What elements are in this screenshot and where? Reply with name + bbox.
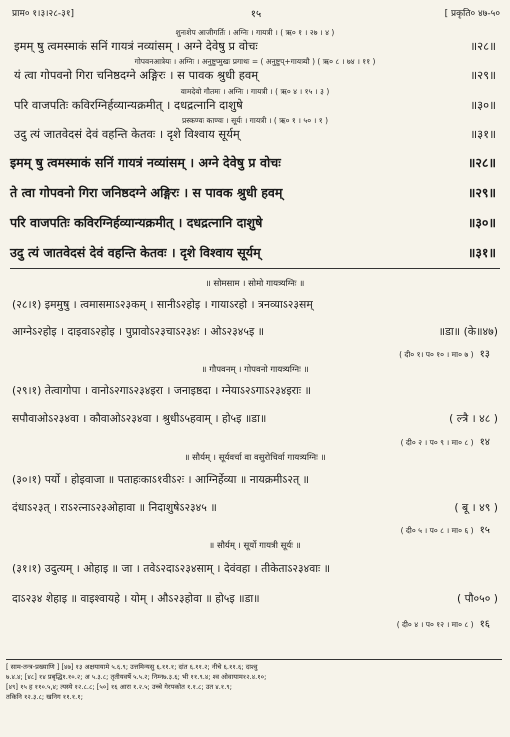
saman-title: ॥ सौर्यम् । सूर्यो गायत्री सूर्यः ॥ xyxy=(209,541,301,551)
verse-number: ॥२८॥ xyxy=(470,39,496,53)
chant-end: ( बू । ४९ ) xyxy=(454,501,498,514)
ref-tag: १४ xyxy=(479,437,490,448)
chant-line xyxy=(12,297,498,312)
verse-text: इमम् षु त्वमस्माकं सनिं गायत्रं नव्यांसम् । अग्ने देवेषु प्र वोचः xyxy=(14,39,258,53)
saman-ref xyxy=(397,616,490,630)
header-left: प्राम० १।३।२८-३१] xyxy=(12,9,75,19)
chant-text: (३०।१) पर्यो । होइवाजा ॥ पताहःकाऽ१वीऽ२ः । आग्निर्हेव्या ॥ नायक्रमीऽ२त् ॥ xyxy=(12,473,310,486)
verse-text: उदु त्यं जातवेदसं देवं वहन्ति केतवः । दृशे विश्वाय सूर्यम् xyxy=(10,245,261,260)
footnote-line: [ साम-तन्त्र-प्रख्याणि ] [४७] १३ अक्षयायामे ५.६.९; उत्तमिन्यसु ६.११.१; दांत ६.११.२; नीचे ६.११.६; दाश्वु xyxy=(6,663,258,671)
footnote-line: ७.४.४; [४८] १४ प्रबृद्धि१.१०.२; अ ५.३.८; तृतीयवर्षे ५.५.२; निम्न७.३.६; भी ११.९.४; श्व ओवायाम१२.४.१०; xyxy=(6,673,267,681)
mantra-caption: गोपवनआत्रेयः । अग्निः । अनुष्टुप्मुखः प्रगाथः = ( अनुष्टुप्+गायत्र्यौ ) ( ऋ० ८ । ७४ । ११ ) xyxy=(134,57,376,66)
verse-number: ॥२९॥ xyxy=(467,185,496,200)
saman-ref xyxy=(399,346,490,360)
ref-text: ( दी० १। प० १० । मा० ७ ) xyxy=(399,350,474,359)
chant-text: सपौवाओऽ२३४वा । कौवाओऽ२३४वा । श्रुधीऽ५हवाम् । हो५इ ॥डा॥ xyxy=(12,412,267,425)
chant-end: ( पौ०५० ) xyxy=(456,592,498,605)
mantra-verse xyxy=(14,39,496,54)
chant-line xyxy=(12,561,498,576)
divider xyxy=(10,268,500,269)
verse-number: ॥३०॥ xyxy=(467,215,496,230)
footnotes xyxy=(6,659,502,702)
chant-text: (३१।१) उदुत्यम् । ओहाइ ॥ जा । तवेऽ२दाऽ२३४साम् । देवंवहा । तीकेताऽ२३४वाः ॥ xyxy=(12,562,331,575)
verse-text: इमम् षु त्वमस्माकं सनिं गायत्रं नव्यांसम् । अग्ने देवेषु प्र वोचः xyxy=(10,155,281,170)
big-verse xyxy=(10,244,496,261)
footnote-line: [४९] १५ ह ११०.५,४; त्यस्ये १२.८.८; [५०] १६ आरा १.२.५; उच्चे गेरपकोत १.१.८; उत ४.१.९; xyxy=(6,683,232,691)
ref-tag: १६ xyxy=(479,619,490,630)
chant-end: ॥डा॥ (के॥४७) xyxy=(438,325,498,338)
mantra-verse xyxy=(14,127,496,142)
ref-text: ( दी० ५ । प० ८ । मा० ६ ) xyxy=(400,526,474,535)
ref-text: ( दी० २ । प० ९ । मा० ८ ) xyxy=(400,438,474,447)
saman-title: ॥ सोमसाम । सोमो गायत्र्यग्निः ॥ xyxy=(205,279,305,289)
saman-ref xyxy=(401,522,490,536)
chant-line xyxy=(12,324,498,339)
mantra-verse xyxy=(14,98,496,113)
verse-number: ॥३०॥ xyxy=(470,98,496,112)
verse-number: ॥३१॥ xyxy=(470,127,496,141)
chant-text: दाऽ२३४ शेहाइ ॥ वाइश्वायहे । योम् । औऽ२३होवा ॥ हो५इ ॥डा॥ xyxy=(12,592,260,605)
saman-title: ॥ गौपवनम् । गोपवनो गायत्र्यग्निः ॥ xyxy=(201,365,309,375)
verse-number: ॥२८॥ xyxy=(467,155,496,170)
big-verse xyxy=(10,154,496,171)
mantra-verse xyxy=(14,68,496,83)
chant-text: (२९।१) तेत्वागोपा । वानोऽ२गाऽ२३४इरा । जनाइष्ठदा । ग्नेयाऽ२ऽगाऽ२३४इराः ॥ xyxy=(12,384,311,397)
footnote-line: तकिनि १२.३.८; खनिग ११.१.१; xyxy=(6,693,83,701)
ref-text: ( दी० ४ । प० १२ । मा० ८ ) xyxy=(396,620,474,629)
verse-text: परि वाजपतिः कविरग्निर्हव्यान्यक्रमीत् । दधद्रत्नानि दाशुषे xyxy=(14,98,243,112)
chant-line xyxy=(12,472,498,487)
verse-number: ॥२९॥ xyxy=(470,68,496,82)
header-right: [ प्रकृति० ४७-५० xyxy=(444,9,500,19)
big-verse xyxy=(10,184,496,201)
chant-text: आग्नेऽ२होइ । दाइवाऽ२होइ । पुप्रावोऽ२३चाऽ२३४ः । ओऽ२३४५इ ॥ xyxy=(12,325,265,338)
mantra-caption: प्रस्कण्वः काण्वः । सूर्यः । गायत्री । ( ऋ० १ । ५० । १ ) xyxy=(181,116,328,125)
chant-text: दंधाऽ२३त् । राऽ२त्नाऽ२३ओहावा ॥ निदाशुषेऽ२३४५ ॥ xyxy=(12,501,217,514)
verse-number: ॥३१॥ xyxy=(467,245,496,260)
mantra-caption: वामदेवो गौतमः । अग्निः । गायत्री । ( ऋ० ४ । १५ । ३ ) xyxy=(180,87,330,96)
chant-line xyxy=(12,591,498,606)
saman-ref xyxy=(401,434,490,448)
ref-tag: १५ xyxy=(479,525,490,536)
ref-tag: १३ xyxy=(479,349,490,360)
verse-text: ते त्वा गोपवनो गिरा जनिष्ठदग्ने अङ्गिरः । स पावक श्रुधी हवम् xyxy=(10,185,283,200)
chant-line xyxy=(12,383,498,398)
page-header xyxy=(12,6,500,22)
big-verse xyxy=(10,214,496,231)
verse-text: परि वाजपतिः कविरग्निर्हव्यान्यक्रमीत् । दधद्रत्नानि दाशुषे xyxy=(10,215,263,230)
verse-text: यं त्वा गोपवनो गिरा चनिष्ठदग्ने अङ्गिरः । स पावक श्रुधी हवम् xyxy=(14,68,259,82)
verse-text: उदु त्यं जातवेदसं देवं वहन्ति केतवः । दृशे विश्वाय सूर्यम् xyxy=(14,127,240,141)
chant-line xyxy=(12,500,498,515)
chant-end: ( ल्त्रै । ४८ ) xyxy=(449,412,498,425)
chant-text: (२८।१) इममुषु । त्वमासमाऽ२३कम् । सानीऽ२होइ । गायाऽरहो । त्रनव्याऽ२३सम् xyxy=(12,298,313,311)
chant-line xyxy=(12,411,498,426)
mantra-caption: शुनःशेप आजीगर्तिः । अग्निः । गायत्री । ( ऋ० १ । २७ । ४ ) xyxy=(175,28,335,37)
page-number: १५ xyxy=(250,9,262,20)
saman-title: ॥ सौर्यम् । सूर्यवर्चा वा वसुरोचिर्वा गायत्र्यग्निः ॥ xyxy=(184,453,326,463)
